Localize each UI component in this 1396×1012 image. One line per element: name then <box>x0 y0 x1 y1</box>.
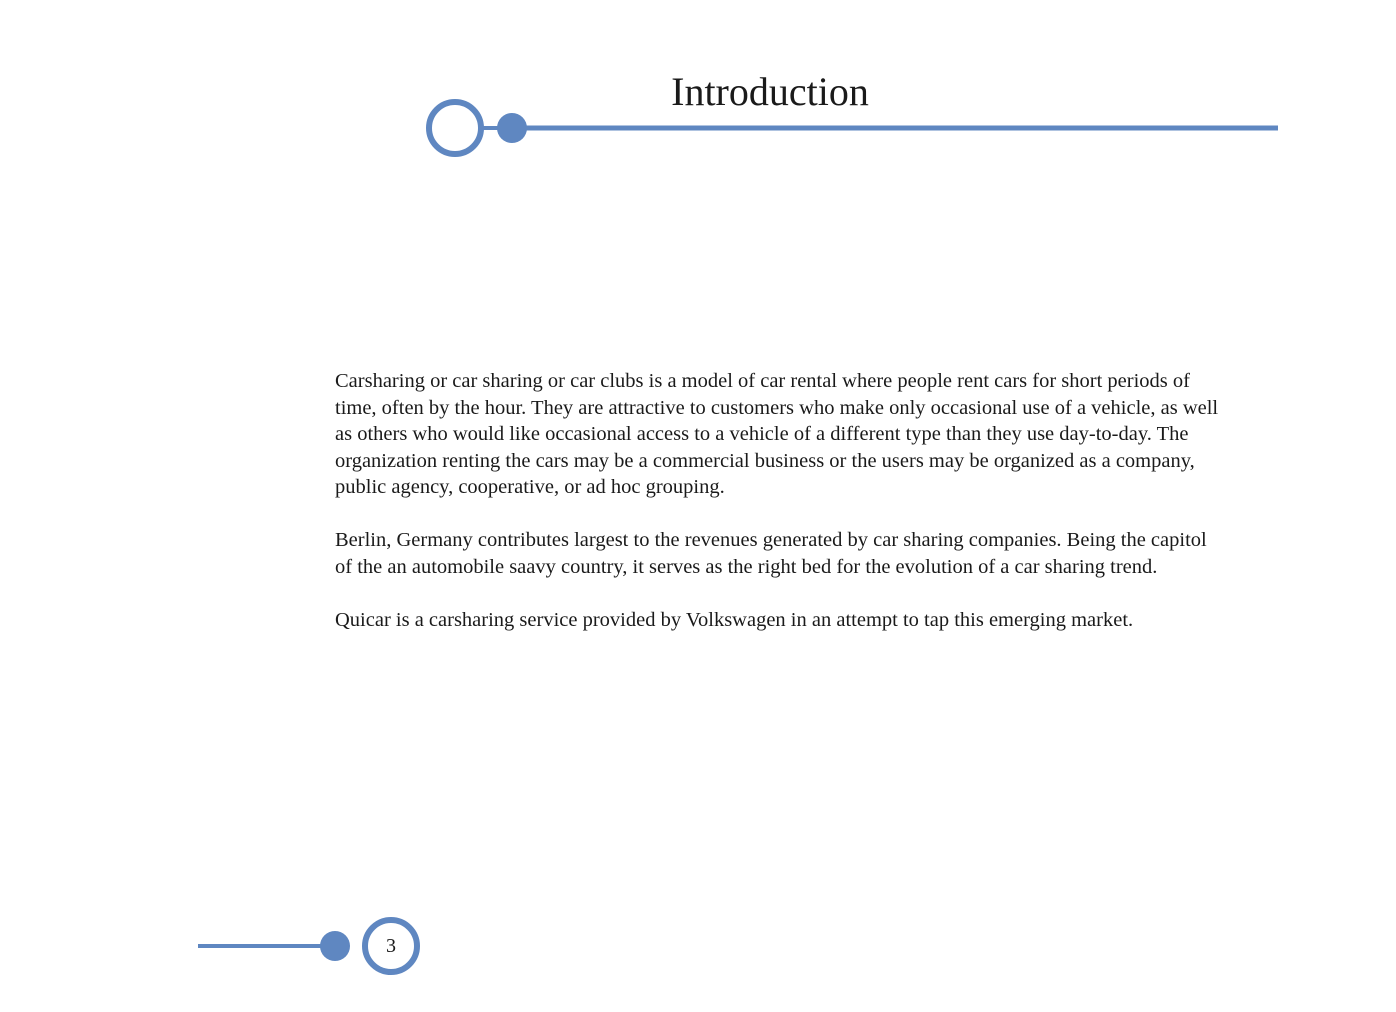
header-ring-icon <box>429 102 481 154</box>
page-number: 3 <box>386 935 396 957</box>
header-rule <box>429 102 1278 154</box>
paragraph-berlin: Berlin, Germany contributes largest to the revenues generated by car sharing companies. Being the capitol of the an automobile saavy country, it serves as the right bed for the evolution of a car sharing trend. <box>335 529 1207 578</box>
footer-dot-icon <box>320 931 350 961</box>
paragraph-quicar: Quicar is a carsharing service provided by Volkswagen in an attempt to tap this emerging market. <box>335 608 1134 631</box>
page-title: Introduction <box>671 69 869 114</box>
paragraph-carsharing-definition: Carsharing or car sharing or car clubs is a model of car rental where people rent cars for short periods of time, often by the hour. They are attractive to customers who make only occasional use of a vehicle, as well as others who would like occasional access to a vehicle of a different type than they use day-to-day. The organization renting the cars may be a commercial business or the users may be organized as a company, public agency, cooperative, or ad hoc grouping. <box>335 370 1219 498</box>
header-dot-icon <box>497 113 527 143</box>
body-text <box>335 368 1225 660</box>
